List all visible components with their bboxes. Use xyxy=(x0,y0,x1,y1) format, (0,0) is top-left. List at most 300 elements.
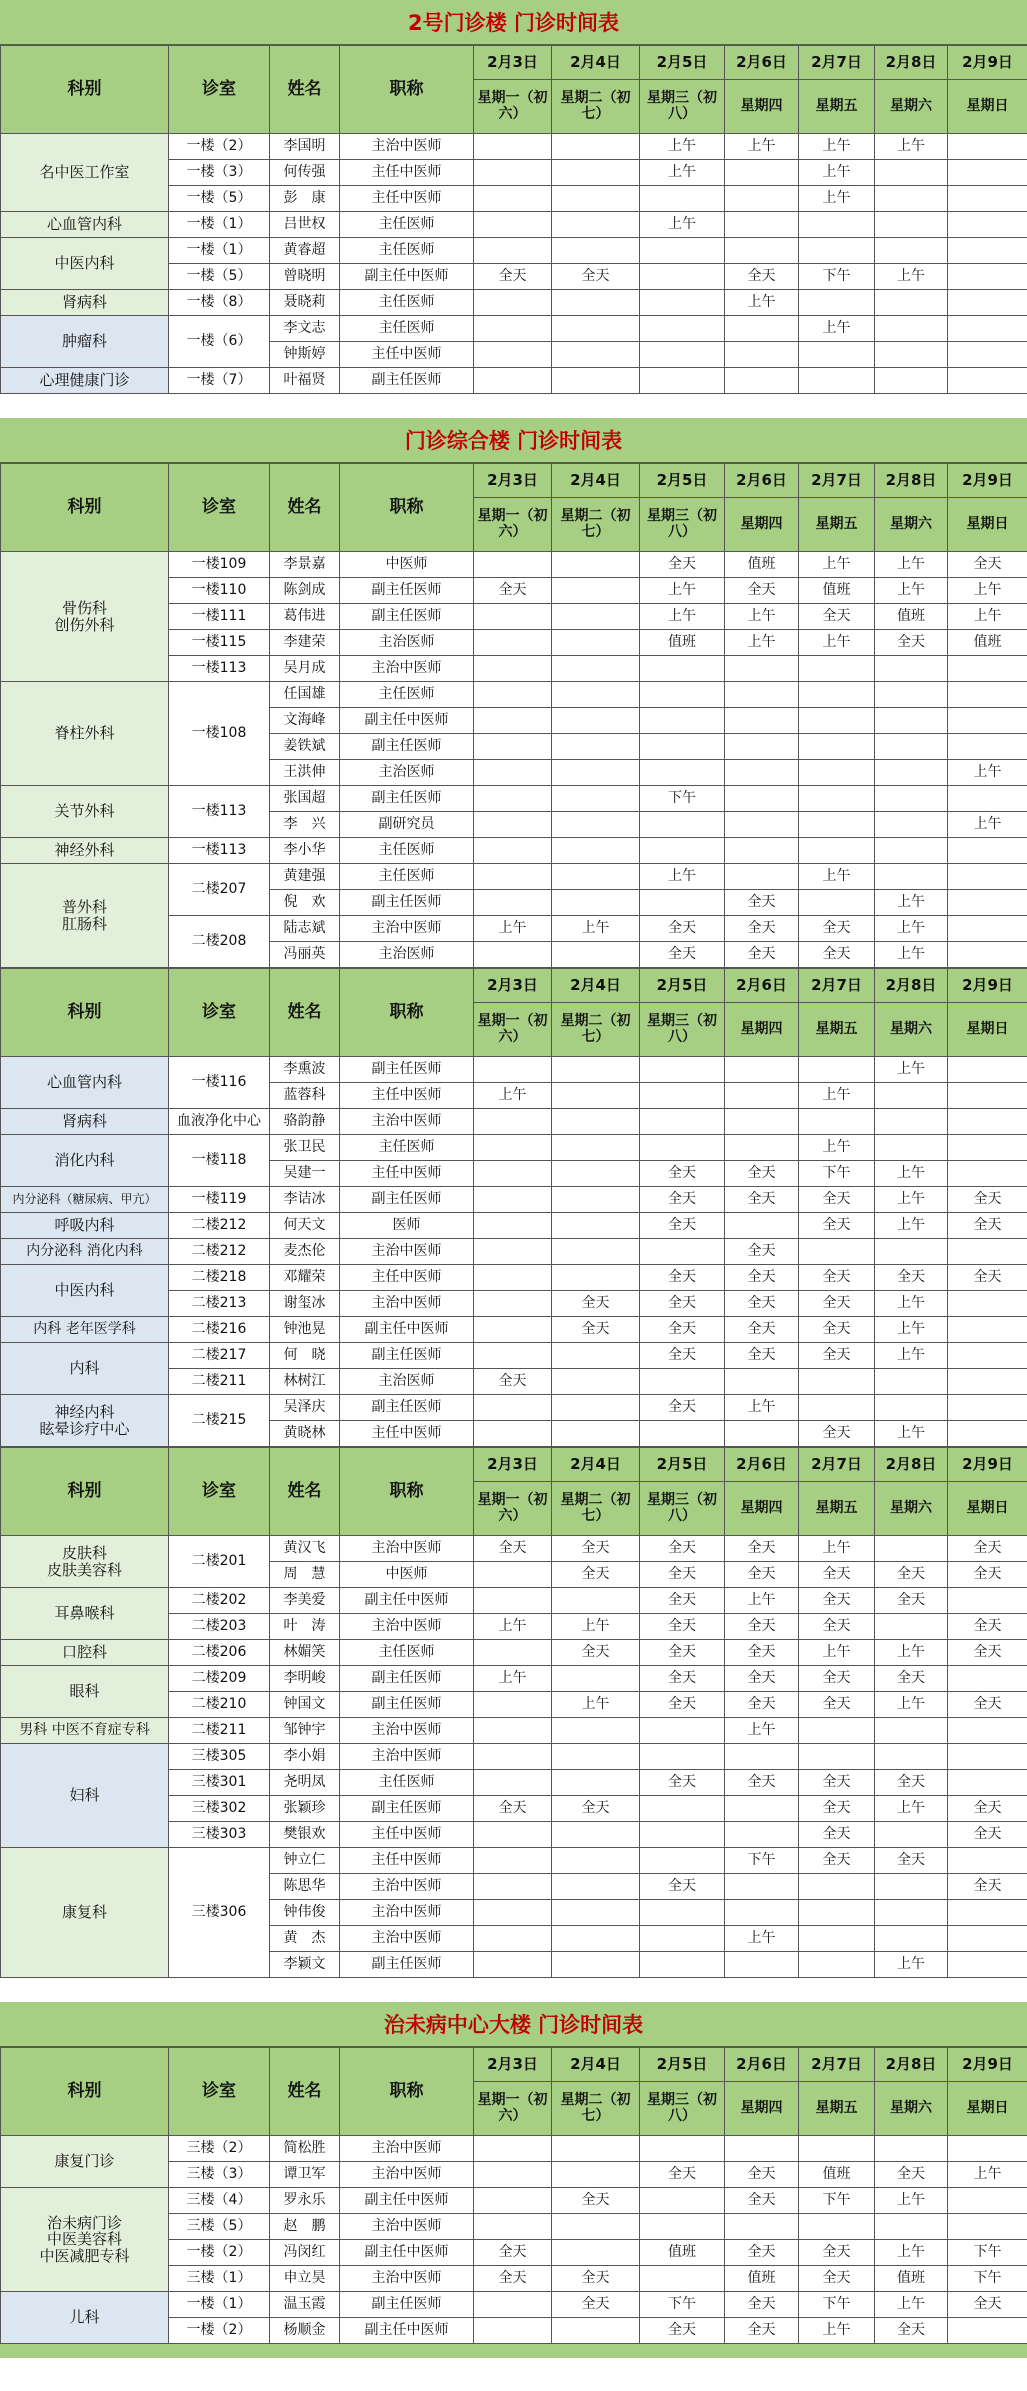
doctor-title: 副主任医师 xyxy=(340,1692,474,1718)
department-cell: 内科 xyxy=(1,1343,169,1395)
doctor-title: 主治中医师 xyxy=(340,2214,474,2240)
schedule-cell xyxy=(875,708,948,734)
department-cell: 脊柱外科 xyxy=(1,682,169,786)
schedule-cell xyxy=(640,1796,725,1822)
department-cell: 普外科 肛肠科 xyxy=(1,864,169,968)
department-cell: 心血管内科 xyxy=(1,212,169,238)
schedule-cell: 上午 xyxy=(725,1395,799,1421)
department-cell: 呼吸内科 xyxy=(1,1213,169,1239)
schedule-cell xyxy=(875,2136,948,2162)
doctor-title: 主任中医师 xyxy=(340,160,474,186)
room-cell: 三楼（5） xyxy=(169,2214,270,2240)
schedule-cell xyxy=(474,134,552,160)
schedule-cell: 全天 xyxy=(640,2318,725,2344)
schedule-cell: 全天 xyxy=(474,578,552,604)
header-weekday: 星期三（初八） xyxy=(640,80,725,134)
doctor-name: 钟斯婷 xyxy=(270,342,340,368)
schedule-cell xyxy=(640,656,725,682)
doctor-title: 主治医师 xyxy=(340,630,474,656)
table-row xyxy=(1,1588,1027,1614)
schedule-table xyxy=(0,463,1027,968)
schedule-cell xyxy=(474,1343,552,1369)
doctor-name: 王洪伸 xyxy=(270,760,340,786)
schedule-cell: 下午 xyxy=(799,2292,875,2318)
schedule-cell: 上午 xyxy=(948,812,1027,838)
header-weekday: 星期三（初八） xyxy=(640,498,725,552)
schedule-cell xyxy=(474,186,552,212)
schedule-cell xyxy=(875,368,948,394)
schedule-cell xyxy=(799,342,875,368)
header-date: 2月6日 xyxy=(725,46,799,80)
schedule-cell xyxy=(552,238,640,264)
table-row xyxy=(1,290,1027,316)
schedule-cell: 全天 xyxy=(875,1848,948,1874)
schedule-cell: 全天 xyxy=(640,1614,725,1640)
schedule-cell: 上午 xyxy=(875,1952,948,1978)
table-row xyxy=(1,864,1027,890)
room-cell: 一楼（1） xyxy=(169,212,270,238)
schedule-cell xyxy=(552,1874,640,1900)
schedule-table xyxy=(0,2047,1027,2344)
doctor-title: 主任中医师 xyxy=(340,1848,474,1874)
schedule-cell xyxy=(552,1239,640,1265)
schedule-cell: 上午 xyxy=(799,186,875,212)
doctor-name: 叶福贤 xyxy=(270,368,340,394)
schedule-cell xyxy=(552,1744,640,1770)
room-cell: 一楼109 xyxy=(169,552,270,578)
schedule-cell: 全天 xyxy=(552,264,640,290)
schedule-cell: 上午 xyxy=(875,1161,948,1187)
table-row xyxy=(1,1187,1027,1213)
footer-strip xyxy=(0,2344,1027,2358)
schedule-cell: 下午 xyxy=(799,1161,875,1187)
table-row xyxy=(1,786,1027,812)
schedule-cell xyxy=(799,1109,875,1135)
schedule-cell xyxy=(474,2292,552,2318)
schedule-cell: 全天 xyxy=(640,1187,725,1213)
schedule-cell: 全天 xyxy=(799,1562,875,1588)
header-date: 2月6日 xyxy=(725,464,799,498)
schedule-cell xyxy=(474,1822,552,1848)
department-cell: 耳鼻喉科 xyxy=(1,1588,169,1640)
schedule-cell: 全天 xyxy=(948,1692,1027,1718)
doctor-title: 副主任医师 xyxy=(340,734,474,760)
schedule-cell: 值班 xyxy=(725,2266,799,2292)
schedule-cell xyxy=(474,368,552,394)
header-dept: 科别 xyxy=(1,969,169,1057)
department-cell: 内分泌科 消化内科 xyxy=(1,1239,169,1265)
doctor-title: 主治中医师 xyxy=(340,1614,474,1640)
table-row xyxy=(1,1640,1027,1666)
schedule-cell xyxy=(474,1926,552,1952)
schedule-cell xyxy=(474,1640,552,1666)
schedule-cell xyxy=(948,942,1027,968)
schedule-cell: 全天 xyxy=(552,2188,640,2214)
schedule-cell: 全天 xyxy=(552,2266,640,2292)
schedule-cell xyxy=(799,682,875,708)
schedule-cell xyxy=(725,838,799,864)
room-cell: 三楼301 xyxy=(169,1770,270,1796)
schedule-cell: 上午 xyxy=(725,604,799,630)
schedule-cell: 全天 xyxy=(552,1796,640,1822)
schedule-cell xyxy=(640,682,725,708)
schedule-cell: 全天 xyxy=(725,1770,799,1796)
schedule-cell xyxy=(948,1900,1027,1926)
schedule-cell xyxy=(552,760,640,786)
schedule-cell xyxy=(875,1239,948,1265)
doctor-name: 邹钟宇 xyxy=(270,1718,340,1744)
schedule-cell: 全天 xyxy=(725,1666,799,1692)
header-weekday: 星期二（初七） xyxy=(552,1003,640,1057)
schedule-cell: 上午 xyxy=(799,1536,875,1562)
schedule-cell xyxy=(552,186,640,212)
schedule-cell xyxy=(725,1083,799,1109)
section-gap xyxy=(0,1978,1027,2002)
table-row xyxy=(1,1666,1027,1692)
schedule-cell xyxy=(474,864,552,890)
department-cell: 内科 老年医学科 xyxy=(1,1317,169,1343)
table-row xyxy=(1,1317,1027,1343)
schedule-cell xyxy=(552,290,640,316)
schedule-cell: 上午 xyxy=(875,1343,948,1369)
schedule-cell xyxy=(474,1588,552,1614)
schedule-cell: 上午 xyxy=(640,604,725,630)
schedule-cell: 全天 xyxy=(948,1822,1027,1848)
schedule-cell: 上午 xyxy=(474,916,552,942)
doctor-title: 主治中医师 xyxy=(340,1239,474,1265)
header-date: 2月8日 xyxy=(875,464,948,498)
department-cell: 心血管内科 xyxy=(1,1057,169,1109)
schedule-cell: 上午 xyxy=(799,630,875,656)
doctor-title: 副主任医师 xyxy=(340,1187,474,1213)
doctor-title: 主任中医师 xyxy=(340,1421,474,1447)
doctor-title: 副主任医师 xyxy=(340,604,474,630)
schedule-cell: 上午 xyxy=(875,1213,948,1239)
schedule-cell xyxy=(640,1900,725,1926)
schedule-cell: 上午 xyxy=(799,1135,875,1161)
doctor-title: 副主任医师 xyxy=(340,786,474,812)
room-cell: 一楼113 xyxy=(169,656,270,682)
room-cell: 二楼217 xyxy=(169,1343,270,1369)
room-cell: 三楼（1） xyxy=(169,2266,270,2292)
doctor-name: 彭 康 xyxy=(270,186,340,212)
schedule-cell: 全天 xyxy=(799,1822,875,1848)
schedule-cell xyxy=(725,760,799,786)
schedule-cell xyxy=(948,1588,1027,1614)
header-title: 职称 xyxy=(340,1448,474,1536)
room-cell: 三楼306 xyxy=(169,1848,270,1978)
schedule-cell xyxy=(474,708,552,734)
header-name: 姓名 xyxy=(270,1448,340,1536)
schedule-cell: 上午 xyxy=(799,160,875,186)
schedule-cell xyxy=(948,1666,1027,1692)
header-weekday: 星期五 xyxy=(799,80,875,134)
doctor-name: 蓝蓉科 xyxy=(270,1083,340,1109)
header-date: 2月5日 xyxy=(640,464,725,498)
schedule-cell: 全天 xyxy=(640,1317,725,1343)
doctor-name: 李 兴 xyxy=(270,812,340,838)
doctor-title: 主治中医师 xyxy=(340,1536,474,1562)
schedule-cell: 值班 xyxy=(640,630,725,656)
department-cell: 中医内科 xyxy=(1,1265,169,1317)
room-cell: 二楼210 xyxy=(169,1692,270,1718)
schedule-cell xyxy=(725,864,799,890)
schedule-cell xyxy=(725,1900,799,1926)
schedule-cell: 全天 xyxy=(725,1291,799,1317)
schedule-cell xyxy=(725,186,799,212)
schedule-cell xyxy=(474,316,552,342)
schedule-cell: 上午 xyxy=(725,1588,799,1614)
schedule-cell: 全天 xyxy=(948,552,1027,578)
section-title: 2号门诊楼 门诊时间表 xyxy=(0,0,1027,45)
schedule-cell xyxy=(640,760,725,786)
schedule-cell xyxy=(875,1083,948,1109)
section-gap xyxy=(0,394,1027,418)
schedule-cell xyxy=(474,734,552,760)
schedule-cell xyxy=(875,1744,948,1770)
doctor-title: 主治中医师 xyxy=(340,2136,474,2162)
schedule-cell xyxy=(640,1421,725,1447)
header-date: 2月8日 xyxy=(875,1448,948,1482)
schedule-cell xyxy=(948,160,1027,186)
doctor-name: 倪 欢 xyxy=(270,890,340,916)
room-cell: 二楼203 xyxy=(169,1614,270,1640)
schedule-cell: 上午 xyxy=(948,604,1027,630)
schedule-cell: 全天 xyxy=(799,604,875,630)
room-cell: 血液净化中心 xyxy=(169,1109,270,1135)
room-cell: 一楼119 xyxy=(169,1187,270,1213)
room-cell: 二楼201 xyxy=(169,1536,270,1588)
schedule-cell xyxy=(640,2214,725,2240)
doctor-name: 陈思华 xyxy=(270,1874,340,1900)
schedule-cell: 全天 xyxy=(875,2318,948,2344)
doctor-name: 李小华 xyxy=(270,838,340,864)
schedule-cell xyxy=(725,1421,799,1447)
schedule-cell xyxy=(474,760,552,786)
header-date: 2月8日 xyxy=(875,2048,948,2082)
doctor-name: 钟伟俊 xyxy=(270,1900,340,1926)
header-weekday: 星期六 xyxy=(875,1003,948,1057)
doctor-name: 周 慧 xyxy=(270,1562,340,1588)
schedule-cell xyxy=(875,682,948,708)
schedule-cell xyxy=(474,1900,552,1926)
header-date: 2月9日 xyxy=(948,969,1027,1003)
schedule-cell: 上午 xyxy=(640,212,725,238)
schedule-cell xyxy=(552,708,640,734)
schedule-cell xyxy=(799,656,875,682)
doctor-name: 谢玺冰 xyxy=(270,1291,340,1317)
header-weekday: 星期五 xyxy=(799,2082,875,2136)
schedule-cell: 全天 xyxy=(640,942,725,968)
room-cell: 三楼305 xyxy=(169,1744,270,1770)
doctor-name: 何传强 xyxy=(270,160,340,186)
doctor-name: 杨顺金 xyxy=(270,2318,340,2344)
doctor-name: 陆志斌 xyxy=(270,916,340,942)
schedule-cell xyxy=(948,264,1027,290)
doctor-title: 主任医师 xyxy=(340,838,474,864)
schedule-cell xyxy=(948,238,1027,264)
schedule-cell: 全天 xyxy=(725,942,799,968)
schedule-cell xyxy=(552,656,640,682)
doctor-title: 副主任中医师 xyxy=(340,1317,474,1343)
doctor-name: 张国超 xyxy=(270,786,340,812)
schedule-cell: 下午 xyxy=(799,264,875,290)
doctor-title: 副主任医师 xyxy=(340,890,474,916)
schedule-cell: 全天 xyxy=(725,2318,799,2344)
schedule-cell xyxy=(799,1057,875,1083)
schedule-cell: 上午 xyxy=(725,630,799,656)
header-date: 2月4日 xyxy=(552,969,640,1003)
schedule-cell xyxy=(948,1848,1027,1874)
schedule-cell: 全天 xyxy=(640,1265,725,1291)
section-title: 治未病中心大楼 门诊时间表 xyxy=(0,2002,1027,2047)
schedule-cell: 全天 xyxy=(640,1666,725,1692)
schedule-cell xyxy=(875,656,948,682)
schedule-cell: 全天 xyxy=(640,1874,725,1900)
schedule-cell xyxy=(640,238,725,264)
doctor-title: 主任中医师 xyxy=(340,342,474,368)
schedule-cell xyxy=(948,838,1027,864)
schedule-cell xyxy=(552,1421,640,1447)
schedule-cell xyxy=(474,812,552,838)
header-date: 2月4日 xyxy=(552,46,640,80)
schedule-cell xyxy=(552,682,640,708)
doctor-name: 李景嘉 xyxy=(270,552,340,578)
header-date: 2月3日 xyxy=(474,1448,552,1482)
schedule-cell xyxy=(799,1239,875,1265)
header-date: 2月7日 xyxy=(799,46,875,80)
schedule-cell xyxy=(474,1770,552,1796)
schedule-cell: 上午 xyxy=(948,578,1027,604)
schedule-cell xyxy=(552,1666,640,1692)
schedule-cell xyxy=(474,160,552,186)
schedule-cell xyxy=(552,1057,640,1083)
schedule-cell xyxy=(474,1718,552,1744)
header-date: 2月5日 xyxy=(640,969,725,1003)
doctor-name: 曾晓明 xyxy=(270,264,340,290)
header-title: 职称 xyxy=(340,969,474,1057)
schedule-table xyxy=(0,968,1027,1447)
doctor-title: 主治中医师 xyxy=(340,134,474,160)
doctor-title: 主治中医师 xyxy=(340,2266,474,2292)
doctor-title: 主治中医师 xyxy=(340,1744,474,1770)
schedule-cell xyxy=(948,1952,1027,1978)
schedule-cell xyxy=(552,2214,640,2240)
schedule-cell xyxy=(799,1900,875,1926)
schedule-cell xyxy=(640,812,725,838)
doctor-title: 主任医师 xyxy=(340,238,474,264)
header-weekday: 星期日 xyxy=(948,80,1027,134)
table-row xyxy=(1,1395,1027,1421)
schedule-cell xyxy=(725,708,799,734)
schedule-cell xyxy=(725,656,799,682)
doctor-name: 李建荣 xyxy=(270,630,340,656)
schedule-cell xyxy=(552,160,640,186)
doctor-name: 聂晓莉 xyxy=(270,290,340,316)
room-cell: 一楼115 xyxy=(169,630,270,656)
doctor-title: 副主任医师 xyxy=(340,1395,474,1421)
room-cell: 二楼212 xyxy=(169,1239,270,1265)
schedule-cell xyxy=(552,1926,640,1952)
schedule-cell: 上午 xyxy=(640,134,725,160)
schedule-cell xyxy=(948,1718,1027,1744)
doctor-name: 黄 杰 xyxy=(270,1926,340,1952)
doctor-name: 李文志 xyxy=(270,316,340,342)
schedule-cell xyxy=(948,2318,1027,2344)
schedule-cell xyxy=(552,604,640,630)
room-cell: 二楼211 xyxy=(169,1718,270,1744)
schedule-cell: 上午 xyxy=(875,2188,948,2214)
doctor-name: 张颖珍 xyxy=(270,1796,340,1822)
header-weekday: 星期五 xyxy=(799,498,875,552)
schedule-cell xyxy=(725,342,799,368)
schedule-cell xyxy=(948,1291,1027,1317)
schedule-cell xyxy=(474,942,552,968)
table-row xyxy=(1,134,1027,160)
doctor-title: 副主任中医师 xyxy=(340,2240,474,2266)
department-cell: 神经外科 xyxy=(1,838,169,864)
room-cell: 一楼（8） xyxy=(169,290,270,316)
schedule-cell: 上午 xyxy=(799,864,875,890)
schedule-cell: 全天 xyxy=(725,1187,799,1213)
schedule-cell: 上午 xyxy=(875,578,948,604)
table-row xyxy=(1,2136,1027,2162)
doctor-title: 主治医师 xyxy=(340,760,474,786)
schedule-cell: 全天 xyxy=(640,1395,725,1421)
doctor-title: 主任医师 xyxy=(340,290,474,316)
doctor-name: 冯闵红 xyxy=(270,2240,340,2266)
schedule-cell xyxy=(552,942,640,968)
room-cell: 二楼208 xyxy=(169,916,270,968)
department-cell: 心理健康门诊 xyxy=(1,368,169,394)
schedule-cell: 上午 xyxy=(725,1718,799,1744)
schedule-cell xyxy=(725,1874,799,1900)
schedule-cell xyxy=(875,342,948,368)
schedule-cell xyxy=(799,708,875,734)
header-name: 姓名 xyxy=(270,969,340,1057)
doctor-name: 钟国文 xyxy=(270,1692,340,1718)
schedule-cell xyxy=(474,1135,552,1161)
header-weekday: 星期一（初六） xyxy=(474,80,552,134)
header-weekday: 星期二（初七） xyxy=(552,498,640,552)
header-date: 2月6日 xyxy=(725,969,799,1003)
header-date: 2月7日 xyxy=(799,464,875,498)
schedule-cell xyxy=(552,2318,640,2344)
schedule-cell xyxy=(474,2214,552,2240)
header-room: 诊室 xyxy=(169,464,270,552)
schedule-cell xyxy=(725,682,799,708)
schedule-cell: 上午 xyxy=(725,134,799,160)
schedule-cell xyxy=(640,316,725,342)
schedule-cell xyxy=(552,1588,640,1614)
schedule-cell: 上午 xyxy=(474,1083,552,1109)
schedule-cell xyxy=(948,890,1027,916)
schedule-cell xyxy=(474,1187,552,1213)
room-cell: 一楼（3） xyxy=(169,160,270,186)
schedule-cell xyxy=(640,1057,725,1083)
room-cell: 一楼113 xyxy=(169,786,270,838)
header-weekday: 星期二（初七） xyxy=(552,80,640,134)
schedule-cell xyxy=(948,1317,1027,1343)
schedule-cell xyxy=(875,316,948,342)
table-row xyxy=(1,838,1027,864)
schedule-cell xyxy=(799,2214,875,2240)
department-cell: 儿科 xyxy=(1,2292,169,2344)
doctor-title: 主任医师 xyxy=(340,1640,474,1666)
room-cell: 一楼111 xyxy=(169,604,270,630)
schedule-cell: 值班 xyxy=(875,2266,948,2292)
schedule-cell xyxy=(474,786,552,812)
